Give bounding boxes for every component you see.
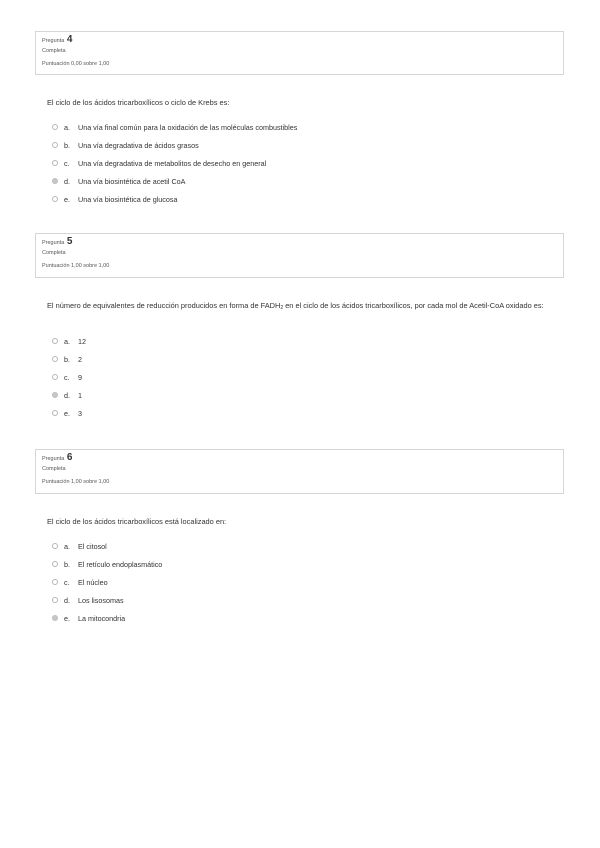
answer-letter: c. (64, 158, 70, 168)
answer-text: 2 (78, 354, 82, 364)
radio-button[interactable] (52, 196, 58, 202)
question-info-6 (35, 449, 564, 494)
question-text-part: en el ciclo de los ácidos tricarboxílicos, por cada mol de Acetil-CoA oxidado es: (283, 301, 544, 310)
question-text-subscript: 2 (280, 305, 284, 311)
answer-text: 9 (78, 372, 82, 382)
answer-option[interactable] (52, 386, 86, 404)
answer-letter: c. (64, 577, 70, 587)
answer-letter: b. (64, 559, 70, 569)
answer-option[interactable] (52, 591, 162, 609)
question-text-part: El número de equivalentes de reducción producidos en forma de FADH (47, 301, 281, 310)
radio-button[interactable] (52, 597, 58, 603)
question-info-5 (35, 233, 564, 278)
answer-text: 12 (78, 336, 86, 346)
question-text-6: El ciclo de los ácidos tricarboxílicos está localizado en: (47, 517, 227, 526)
answer-text: Una vía final común para la oxidación de las moléculas combustibles (78, 122, 298, 132)
answer-list-5 (52, 332, 86, 422)
answer-letter: d. (64, 176, 70, 186)
radio-button[interactable] (52, 160, 58, 166)
question-state: Completa (42, 48, 66, 54)
answer-letter: c. (64, 372, 70, 382)
answer-letter: a. (64, 541, 70, 551)
answer-letter: b. (64, 140, 70, 150)
answer-text: 3 (78, 408, 82, 418)
answer-letter: b. (64, 354, 70, 364)
radio-button[interactable] (52, 410, 58, 416)
radio-button[interactable] (52, 356, 58, 362)
radio-button[interactable] (52, 374, 58, 380)
answer-option[interactable] (52, 350, 86, 368)
question-info-4 (35, 31, 564, 75)
question-number: 4 (66, 34, 73, 45)
question-number-line (42, 453, 557, 462)
question-label: Pregunta (42, 240, 65, 246)
radio-button[interactable] (52, 142, 58, 148)
answer-text: Una vía biosintética de glucosa (78, 194, 178, 204)
question-grade: Puntuación 1,00 sobre 1,00 (42, 479, 110, 485)
question-label: Pregunta (42, 38, 65, 44)
radio-button-selected[interactable] (52, 615, 58, 621)
answer-text: El núcleo (78, 577, 108, 587)
answer-option[interactable] (52, 332, 86, 350)
radio-button-selected[interactable] (52, 392, 58, 398)
answer-option[interactable] (52, 136, 297, 154)
answer-letter: d. (64, 390, 70, 400)
answer-text: Una vía degradativa de metabolitos de desecho en general (78, 158, 267, 168)
answer-list-6 (52, 537, 162, 627)
radio-button[interactable] (52, 338, 58, 344)
question-grade: Puntuación 1,00 sobre 1,00 (42, 263, 110, 269)
answer-letter: e. (64, 613, 70, 623)
answer-letter: a. (64, 336, 70, 346)
answer-option[interactable] (52, 368, 86, 386)
question-state: Completa (42, 250, 66, 256)
answer-option[interactable] (52, 573, 162, 591)
question-state: Completa (42, 466, 66, 472)
radio-button[interactable] (52, 579, 58, 585)
answer-option[interactable] (52, 190, 297, 208)
answer-option[interactable] (52, 172, 297, 190)
question-text-5 (47, 300, 547, 314)
answer-text: La mitocondria (78, 613, 126, 623)
answer-text: El citosol (78, 541, 107, 551)
answer-text: El retículo endoplasmático (78, 559, 163, 569)
answer-text: Los lisosomas (78, 595, 124, 605)
answer-letter: a. (64, 122, 70, 132)
answer-option[interactable] (52, 404, 86, 422)
answer-text: Una vía degradativa de ácidos grasos (78, 140, 199, 150)
answer-letter: e. (64, 194, 70, 204)
answer-option[interactable] (52, 154, 297, 172)
question-number-line (42, 237, 557, 246)
radio-button[interactable] (52, 543, 58, 549)
answer-text: 1 (78, 390, 82, 400)
radio-button-selected[interactable] (52, 178, 58, 184)
question-number: 5 (66, 236, 73, 247)
question-text-4: El ciclo de los ácidos tricarboxílicos o ciclo de Krebs es: (47, 98, 230, 107)
question-number: 6 (66, 452, 73, 463)
radio-button[interactable] (52, 124, 58, 130)
question-grade: Puntuación 0,00 sobre 1,00 (42, 61, 110, 67)
question-number-line (42, 35, 557, 44)
answer-list-4 (52, 118, 297, 208)
answer-option[interactable] (52, 118, 297, 136)
answer-option[interactable] (52, 555, 162, 573)
question-label: Pregunta (42, 456, 65, 462)
answer-letter: d. (64, 595, 70, 605)
answer-option[interactable] (52, 537, 162, 555)
answer-text: Una vía biosintética de acetil CoA (78, 176, 186, 186)
answer-letter: e. (64, 408, 70, 418)
radio-button[interactable] (52, 561, 58, 567)
answer-option[interactable] (52, 609, 162, 627)
